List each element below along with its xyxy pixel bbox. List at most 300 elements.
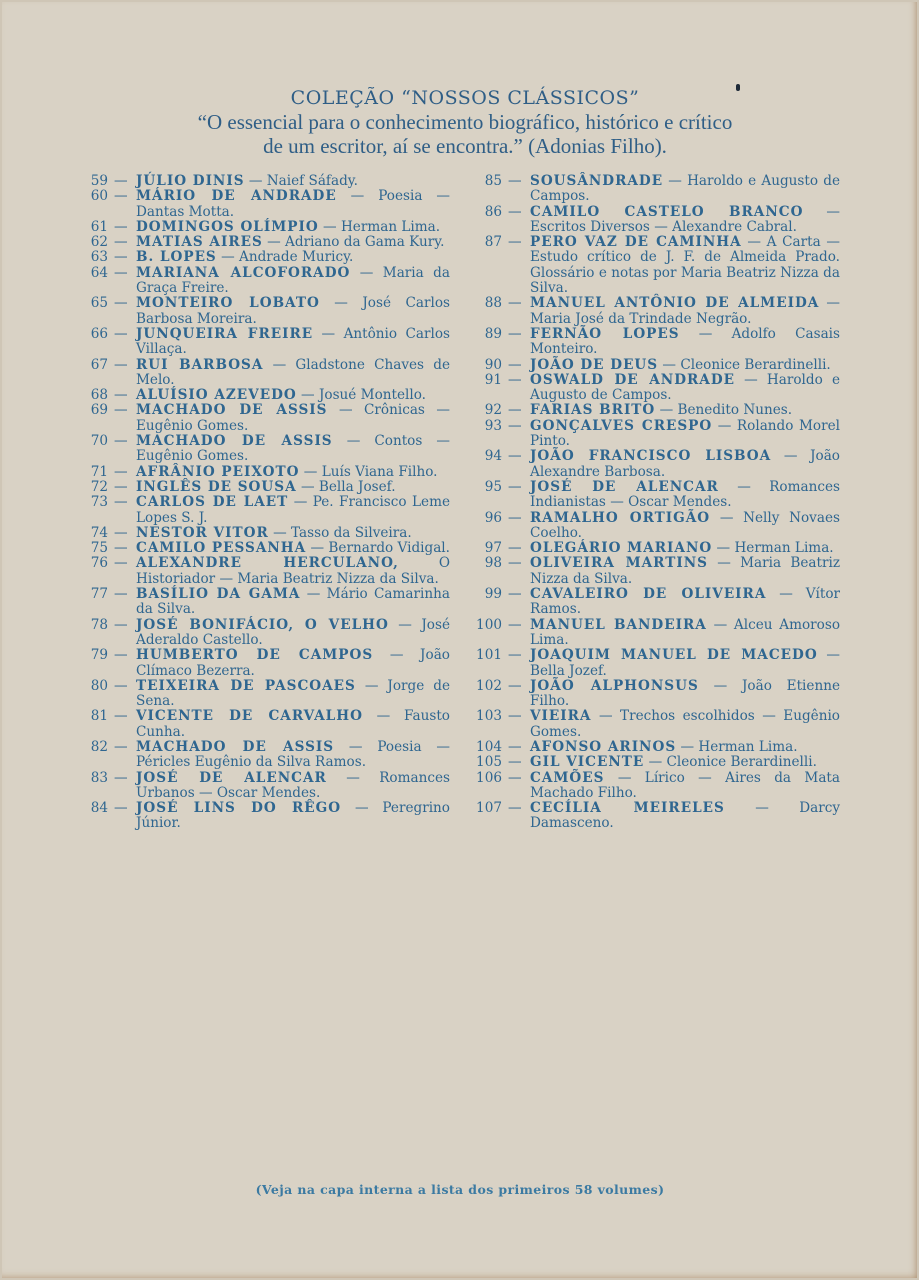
volume-text — [136, 679, 450, 710]
dash-separator: — — [114, 264, 128, 281]
dash-separator: — — [508, 356, 522, 373]
volume-number: 92 — [484, 402, 502, 419]
volume-entry — [70, 648, 450, 679]
volume-number: 76 — [90, 555, 108, 572]
volume-number: 97 — [484, 540, 502, 557]
volume-details: — Herman Lima. — [712, 540, 834, 557]
volume-text — [136, 296, 450, 327]
volume-entry — [460, 373, 840, 404]
volume-details: — Naief Sáfady. — [244, 173, 358, 189]
volume-text — [136, 801, 450, 832]
volume-number: 89 — [484, 325, 502, 342]
dash-separator: — — [114, 234, 128, 251]
dash-separator: — — [508, 295, 522, 312]
volume-number: 79 — [90, 647, 108, 664]
dash-separator: — — [114, 325, 128, 342]
dash-separator: — — [508, 677, 522, 694]
volume-details: — Haroldo e Augusto de Campos. — [530, 371, 840, 404]
volume-list-right — [460, 174, 840, 832]
author-name: HUMBERTO DE CAMPOS — [136, 647, 374, 664]
volume-entry — [70, 801, 450, 832]
volume-entry — [70, 541, 450, 556]
volume-text — [136, 541, 450, 556]
author-name: NESTOR VITOR — [136, 524, 269, 541]
volume-text — [136, 358, 450, 389]
volume-details: — Gladstone Chaves de Melo. — [136, 356, 450, 388]
dash-separator: — — [508, 616, 522, 633]
volume-details: — Fausto Cunha. — [136, 708, 450, 740]
volume-number: 100 — [476, 616, 502, 633]
author-name: MACHADO DE ASSIS — [136, 402, 328, 419]
volume-details: — Contos — Eugênio Gomes. — [136, 433, 450, 465]
dash-separator: — — [508, 800, 522, 817]
volume-entry — [460, 480, 840, 511]
volume-text — [530, 679, 840, 710]
volume-text — [530, 511, 840, 542]
volume-details: — Romances Indianistas — Oscar Mendes. — [530, 478, 840, 511]
author-name: MACHADO DE ASSIS — [136, 738, 335, 755]
author-name: RUI BARBOSA — [136, 356, 264, 373]
volume-details: — Cleonice Berardinelli. — [658, 356, 831, 373]
volume-number: 83 — [90, 769, 108, 786]
author-name: FARIAS BRITO — [530, 402, 656, 419]
volume-number: 62 — [90, 234, 108, 251]
author-name: CAMÕES — [530, 769, 605, 786]
volume-details: — Escritos Diversos — Alexandre Cabral. — [530, 203, 840, 235]
dash-separator: — — [508, 769, 522, 786]
volume-details: — Mário Camarinha da Silva. — [136, 586, 450, 618]
volume-number: 102 — [476, 677, 502, 694]
volume-entry — [460, 419, 840, 450]
volume-details: — Andrade Muricy. — [216, 249, 354, 266]
volume-text — [530, 755, 840, 770]
volume-entry — [70, 679, 450, 710]
author-name: MARIANA ALCOFORADO — [136, 264, 351, 281]
volume-text — [530, 449, 840, 480]
dash-separator: — — [114, 433, 128, 450]
dash-separator: — — [508, 754, 522, 771]
volume-entry — [70, 709, 450, 740]
volume-details: — Bella Josef. — [296, 478, 396, 495]
author-name: OLIVEIRA MARTINS — [530, 555, 708, 572]
dash-separator: — — [114, 173, 128, 189]
dash-separator: — — [114, 356, 128, 373]
author-name: CECÍLIA MEIRELES — [530, 800, 725, 817]
dash-separator: — — [114, 738, 128, 755]
volume-number: 85 — [484, 173, 502, 189]
volume-text — [136, 174, 450, 189]
volume-entry — [460, 679, 840, 710]
volume-text — [136, 587, 450, 618]
dash-separator: — — [508, 540, 522, 557]
volume-details: — Adriano da Gama Kury. — [262, 234, 445, 251]
author-name: JOSÉ DE ALENCAR — [530, 478, 719, 495]
volume-entry — [70, 403, 450, 434]
volume-text — [136, 648, 450, 679]
volume-entry — [70, 174, 450, 189]
author-name: VIEIRA — [530, 708, 592, 725]
author-name: INGLÊS DE SOUSA — [136, 478, 297, 495]
author-name: RAMALHO ORTIGÃO — [530, 509, 711, 526]
volume-number: 103 — [476, 708, 502, 725]
volume-details: — Bella Jozef. — [530, 647, 840, 679]
volume-text — [530, 771, 840, 802]
volume-text — [530, 648, 840, 679]
volume-number: 61 — [90, 218, 108, 235]
volume-entry — [460, 771, 840, 802]
volume-entry — [460, 801, 840, 832]
volume-entry — [70, 220, 450, 235]
volume-list-left — [70, 174, 450, 832]
volume-details: — Maria da Graça Freire. — [136, 264, 450, 297]
dash-separator: — — [114, 402, 128, 419]
volume-entry — [460, 205, 840, 236]
volume-details: — Poesia — Péricles Eugênio da Silva Ramos. — [136, 738, 451, 771]
volume-entry — [70, 388, 450, 403]
volume-number: 105 — [476, 754, 502, 771]
volume-details: — Pe. Francisco Leme Lopes S. J. — [136, 494, 450, 526]
dash-separator: — — [114, 616, 128, 633]
dash-separator: — — [114, 524, 128, 541]
volume-details: — Crônicas — Eugênio Gomes. — [136, 402, 450, 434]
volume-details: — Lírico — Aires da Mata Machado Filho. — [530, 769, 840, 801]
dash-separator: — — [114, 677, 128, 694]
volume-text — [530, 740, 840, 755]
volume-details: — João Clímaco Bezerra. — [136, 647, 450, 679]
volume-entry — [460, 403, 840, 418]
volume-number: 86 — [484, 203, 502, 220]
volume-details: — José Aderaldo Castello. — [136, 616, 450, 648]
volume-number: 93 — [484, 417, 502, 434]
dash-separator: — — [114, 188, 128, 205]
author-name: OLEGÁRIO MARIANO — [530, 540, 713, 557]
author-name: B. LOPES — [136, 249, 217, 266]
volume-details: O Historiador — Maria Beatriz Nizza da Silva. — [136, 555, 451, 587]
dash-separator: — — [114, 463, 128, 480]
volume-text — [136, 189, 450, 220]
volume-text — [530, 327, 840, 358]
volume-details: — Rolando Morel Pinto. — [530, 417, 840, 450]
dash-separator: — — [508, 509, 522, 526]
volume-text — [530, 358, 840, 373]
volume-entry — [460, 511, 840, 542]
volume-number: 63 — [90, 249, 108, 266]
quote-line-1: “O essencial para o conhecimento biográfico, histórico e crítico — [197, 110, 733, 134]
volume-entry — [460, 358, 840, 373]
volume-number: 101 — [476, 647, 502, 664]
author-name: VICENTE DE CARVALHO — [136, 708, 363, 725]
volume-entry — [460, 296, 840, 327]
volume-text — [136, 740, 450, 771]
author-name: MATIAS AIRES — [136, 234, 263, 251]
dash-separator: — — [114, 494, 128, 511]
volume-details: — José Carlos Barbosa Moreira. — [136, 295, 450, 327]
volume-entry — [460, 709, 840, 740]
volume-text — [136, 480, 450, 495]
collection-title: COLEÇÃO “NOSSOS CLÁSSICOS” — [290, 87, 640, 109]
author-name: AFRÂNIO PEIXOTO — [136, 463, 300, 480]
volume-text — [136, 556, 450, 587]
author-name: CAVALEIRO DE OLIVEIRA — [530, 586, 767, 603]
author-name: MÁRIO DE ANDRADE — [136, 188, 337, 205]
author-name: MONTEIRO LOBATO — [136, 295, 320, 312]
author-name: JOSÉ BONIFÁCIO, O VELHO — [136, 616, 389, 633]
volume-entry — [460, 740, 840, 755]
dash-separator: — — [508, 325, 522, 342]
volume-details: — João Etienne Filho. — [530, 677, 841, 710]
volume-number: 84 — [90, 800, 108, 817]
volume-number: 75 — [90, 540, 108, 557]
dash-separator: — — [508, 402, 522, 419]
volume-text — [530, 403, 840, 418]
volume-entry — [70, 235, 450, 250]
author-name: PERO VAZ DE CAMINHA — [530, 234, 742, 251]
volume-text — [136, 327, 450, 358]
author-name: JUNQUEIRA FREIRE — [136, 325, 314, 342]
author-name: TEIXEIRA DE PASCOAES — [136, 677, 356, 694]
volume-number: 99 — [484, 586, 502, 603]
dash-separator: — — [114, 800, 128, 817]
volume-number: 81 — [90, 708, 108, 725]
dash-separator: — — [114, 387, 128, 404]
volume-number: 104 — [476, 738, 502, 755]
volume-details: — Nelly Novaes Coelho. — [530, 509, 840, 541]
volume-text — [136, 250, 450, 265]
author-name: CARLOS DE LAET — [136, 494, 289, 511]
dash-separator: — — [114, 478, 128, 495]
volume-number: 90 — [484, 356, 502, 373]
author-name: DOMINGOS OLÍMPIO — [136, 218, 319, 235]
dash-separator: — — [114, 295, 128, 312]
volume-details: — Maria Beatriz Nizza da Silva. — [530, 555, 840, 587]
dash-separator: — — [508, 448, 522, 465]
dash-separator: — — [114, 249, 128, 266]
volume-details: — Jorge de Sena. — [136, 677, 451, 710]
volume-text — [530, 541, 840, 556]
volume-details: — Romances Urbanos — Oscar Mendes. — [136, 769, 450, 801]
dash-separator: — — [114, 555, 128, 572]
volume-entry — [70, 556, 450, 587]
volume-details: — Poesia — Dantas Motta. — [136, 188, 450, 220]
volume-entry — [70, 618, 450, 649]
dash-separator: — — [508, 555, 522, 572]
volume-number: 72 — [90, 478, 108, 495]
dash-separator: — — [508, 203, 522, 220]
volume-text — [136, 618, 450, 649]
dash-separator: — — [114, 647, 128, 664]
author-name: MANUEL ANTÔNIO DE ALMEIDA — [530, 295, 820, 312]
volume-text — [136, 526, 450, 541]
volume-number: 59 — [90, 173, 108, 189]
volume-number: 64 — [90, 264, 108, 281]
volume-text — [530, 205, 840, 236]
volume-number: 66 — [90, 325, 108, 342]
volume-text — [136, 709, 450, 740]
volume-number: 74 — [90, 524, 108, 541]
volume-text — [136, 388, 450, 403]
dash-separator: — — [114, 586, 128, 603]
volume-details: — Peregrino Júnior. — [136, 800, 450, 832]
volume-number: 60 — [90, 188, 108, 205]
author-name: SOUSÂNDRADE — [530, 173, 664, 189]
volume-details: — Haroldo e Augusto de Campos. — [530, 173, 840, 205]
author-name: JOÃO ALPHONSUS — [530, 677, 699, 694]
volume-entry — [70, 480, 450, 495]
volume-details: — Trechos escolhidos — Eugênio Gomes. — [530, 708, 840, 740]
volume-entry — [460, 449, 840, 480]
volume-entry — [460, 648, 840, 679]
collection-header — [80, 86, 850, 158]
dash-separator: — — [508, 647, 522, 664]
dash-separator: — — [508, 173, 522, 189]
author-name: JOAQUIM MANUEL DE MACEDO — [530, 647, 818, 664]
dash-separator: — — [508, 371, 522, 388]
quote-line-2: de um escritor, aí se encontra.” (Adonias Filho). — [263, 134, 667, 158]
author-name: JÚLIO DINIS — [136, 173, 245, 189]
volume-number: 69 — [90, 402, 108, 419]
author-name: GIL VICENTE — [530, 754, 645, 771]
author-name: BASÍLIO DA GAMA — [136, 586, 301, 603]
volume-entry — [70, 740, 450, 771]
volume-entry — [460, 235, 840, 296]
volume-details: — Benedito Nunes. — [655, 402, 793, 419]
volume-entry — [70, 296, 450, 327]
volume-details: — Josué Montello. — [296, 387, 426, 404]
volume-entry — [70, 771, 450, 802]
volume-details: — Maria José da Trindade Negrão. — [530, 295, 841, 327]
volume-number: 106 — [476, 769, 502, 786]
footer-note: (Veja na capa interna a lista dos primeiros 58 volumes) — [255, 1182, 665, 1197]
volume-text — [530, 556, 840, 587]
author-name: CAMILO CASTELO BRANCO — [530, 203, 804, 220]
author-name: MACHADO DE ASSIS — [136, 433, 333, 450]
volume-text — [530, 587, 840, 618]
dash-separator: — — [508, 586, 522, 603]
author-name: JOÃO FRANCISCO LISBOA — [530, 448, 772, 465]
volume-entry — [460, 556, 840, 587]
volume-entry — [460, 327, 840, 358]
volume-number: 77 — [90, 586, 108, 603]
dash-separator: — — [114, 708, 128, 725]
volume-entry — [460, 618, 840, 649]
volume-text — [530, 801, 840, 832]
volume-details: — Herman Lima. — [676, 738, 798, 755]
volume-number: 107 — [476, 800, 502, 817]
volume-entry — [460, 755, 840, 770]
volume-text — [530, 235, 840, 296]
volume-number: 96 — [484, 509, 502, 526]
dash-separator: — — [508, 708, 522, 725]
volume-entry — [70, 189, 450, 220]
volume-details: — Luís Viana Filho. — [299, 463, 438, 480]
dash-separator: — — [114, 218, 128, 235]
volume-number: 67 — [90, 356, 108, 373]
author-name: OSWALD DE ANDRADE — [530, 371, 735, 388]
volume-entry — [70, 266, 450, 297]
volume-number: 65 — [90, 295, 108, 312]
volume-entry — [70, 465, 450, 480]
volume-details: — Vítor Ramos. — [530, 586, 840, 618]
volume-number: 80 — [90, 677, 108, 694]
volume-number: 98 — [484, 555, 502, 572]
author-name: AFONSO ARINOS — [530, 738, 677, 755]
volume-text — [530, 296, 840, 327]
volume-details: — Alceu Amoroso Lima. — [530, 616, 841, 648]
dash-separator: — — [508, 478, 522, 495]
volume-number: 91 — [484, 371, 502, 388]
volume-number: 87 — [484, 234, 502, 251]
author-name: ALUÍSIO AZEVEDO — [136, 387, 297, 404]
volume-details: — João Alexandre Barbosa. — [530, 448, 840, 480]
author-name: ALEXANDRE HERCULANO, — [136, 555, 399, 572]
volume-entry — [70, 358, 450, 389]
volume-text — [530, 174, 840, 205]
volume-entry — [460, 541, 840, 556]
volume-entry — [70, 250, 450, 265]
volume-number: 71 — [90, 463, 108, 480]
author-name: GONÇALVES CRESPO — [530, 417, 713, 434]
volume-text — [136, 403, 450, 434]
author-name: JOSÉ DE ALENCAR — [136, 769, 327, 786]
volume-number: 78 — [90, 616, 108, 633]
volume-entry — [70, 495, 450, 526]
volume-entry — [70, 327, 450, 358]
volume-details: — Cleonice Berardinelli. — [644, 754, 817, 771]
volume-number: 68 — [90, 387, 108, 404]
volume-details: — Herman Lima. — [318, 218, 441, 235]
author-name: FERNÃO LOPES — [530, 325, 680, 342]
volume-text — [136, 220, 450, 235]
volume-text — [136, 465, 450, 480]
volume-entry — [70, 526, 450, 541]
dash-separator: — — [114, 540, 128, 557]
volume-number: 88 — [484, 295, 502, 312]
volume-entry — [460, 174, 840, 205]
volume-number: 94 — [484, 448, 502, 465]
volume-text — [136, 771, 450, 802]
dash-separator: — — [114, 769, 128, 786]
volume-entry — [70, 434, 450, 465]
author-name: MANUEL BANDEIRA — [530, 616, 707, 633]
volume-text — [530, 709, 840, 740]
volume-entry — [460, 587, 840, 618]
volume-text — [530, 419, 840, 450]
volume-details: — Antônio Carlos Villaça. — [136, 325, 450, 358]
volume-text — [530, 480, 840, 511]
volume-details: — Tasso da Silveira. — [268, 524, 412, 541]
volume-text — [136, 495, 450, 526]
dash-separator: — — [508, 417, 522, 434]
volume-details: — A Carta — Estudo crítico de J. F. de Almeida Prado. Glossário e notas por Maria Beatriz Nizza da Silva. — [530, 234, 840, 297]
volume-details: — Bernardo Vidigal. — [306, 540, 450, 557]
volume-number: 95 — [484, 478, 502, 495]
volume-text — [530, 373, 840, 404]
volume-number: 70 — [90, 433, 108, 450]
author-name: CAMILO PESSANHA — [136, 540, 307, 557]
author-name: JOSÉ LINS DO RÊGO — [136, 800, 342, 817]
volume-text — [136, 235, 450, 250]
volume-number: 82 — [90, 738, 108, 755]
author-name: JOÃO DE DEUS — [530, 356, 659, 373]
volume-details: — Adolfo Casais Monteiro. — [530, 325, 841, 358]
volume-text — [136, 266, 450, 297]
volume-text — [136, 434, 450, 465]
volume-text — [530, 618, 840, 649]
volume-entry — [70, 587, 450, 618]
dash-separator: — — [508, 738, 522, 755]
volume-details: — Darcy Damasceno. — [530, 800, 841, 832]
volume-number: 73 — [90, 494, 108, 511]
